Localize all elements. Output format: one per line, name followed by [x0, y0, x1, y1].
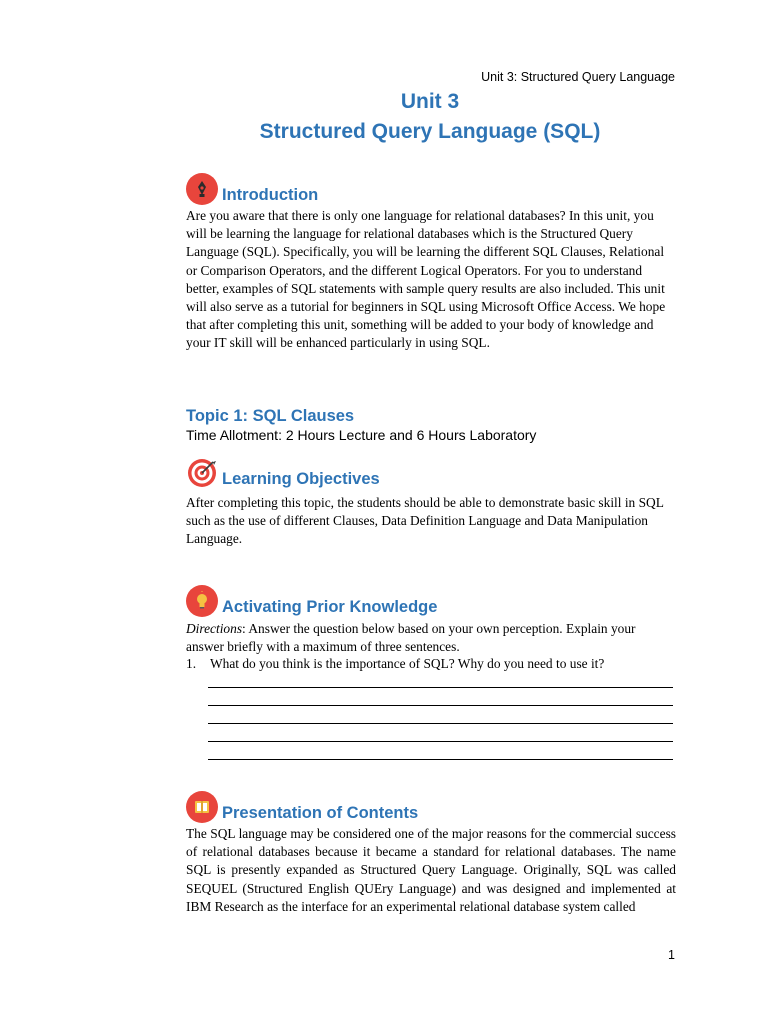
- presentation-header: [186, 791, 418, 823]
- directions-text: : Answer the question below based on your own perception. Explain your answer briefly with a maximum of three sentences.: [186, 621, 636, 655]
- pen-nib-icon: [186, 173, 218, 205]
- time-allotment: Time Allotment: 2 Hours Lecture and 6 Hours Laboratory: [186, 427, 537, 443]
- target-icon: [186, 457, 218, 489]
- question-number: 1.: [186, 656, 197, 671]
- presentation-heading: Presentation of Contents: [222, 803, 419, 822]
- book-icon: [186, 791, 218, 823]
- introduction-body: Are you aware that there is only one language for relational databases? In this unit, you will be learning the language for relational databases which is the Structured Query Language (SQL). Specifically, you will be learning the different SQL Clauses, Relational or Comparison Operators, and the different Logical Operators. For you to understand better, examples of SQL statements with sample query results are also included. This unit will also serve as a tutorial for beginners in SQL using Microsoft Office Access. We hope that after completing this unit, something will be added to your body of knowledge and your IT skill will be enhanced particularly in using SQL.: [186, 208, 666, 351]
- directions-label: Directions: [186, 621, 243, 636]
- objectives-body: After completing this topic, the students should be able to demonstrate basic skill in SQL such as the use of different Clauses, Data Definition Language and Data Manipulation Language.: [186, 495, 664, 547]
- introduction-header: [186, 173, 318, 205]
- presentation-body: The SQL language may be considered one of the major reasons for the commercial success of relational databases because it became a standard for relational databases. The name SQL is presently expanded as Structured Query Language. Originally, SQL was called SEQUEL (Structured English QUEry Language) and was designed and implemented at IBM Research as the interface for an experimental relational database system called: [186, 826, 676, 914]
- answer-line: [208, 742, 673, 760]
- unit-title: Unit 3: [400, 90, 460, 113]
- page-number: 1: [668, 948, 675, 962]
- answer-line: [208, 724, 673, 742]
- lightbulb-icon: [186, 585, 218, 617]
- introduction-heading: Introduction: [222, 185, 319, 204]
- prior-knowledge-heading: Activating Prior Knowledge: [222, 597, 438, 616]
- running-header: Unit 3: Structured Query Language: [481, 70, 675, 84]
- answer-line: [208, 688, 673, 706]
- prior-knowledge-header: [186, 585, 437, 617]
- objectives-header: [186, 457, 380, 489]
- directions-paragraph: [186, 620, 676, 656]
- objectives-heading: Learning Objectives: [222, 469, 380, 488]
- topic-title: Topic 1: SQL Clauses: [186, 407, 355, 425]
- answer-lines: [208, 687, 673, 760]
- answer-line: [208, 706, 673, 724]
- unit-subtitle: Structured Query Language (SQL): [259, 120, 601, 143]
- question-item: [186, 655, 676, 673]
- question-text: What do you think is the importance of SQL? Why do you need to use it?: [210, 656, 605, 671]
